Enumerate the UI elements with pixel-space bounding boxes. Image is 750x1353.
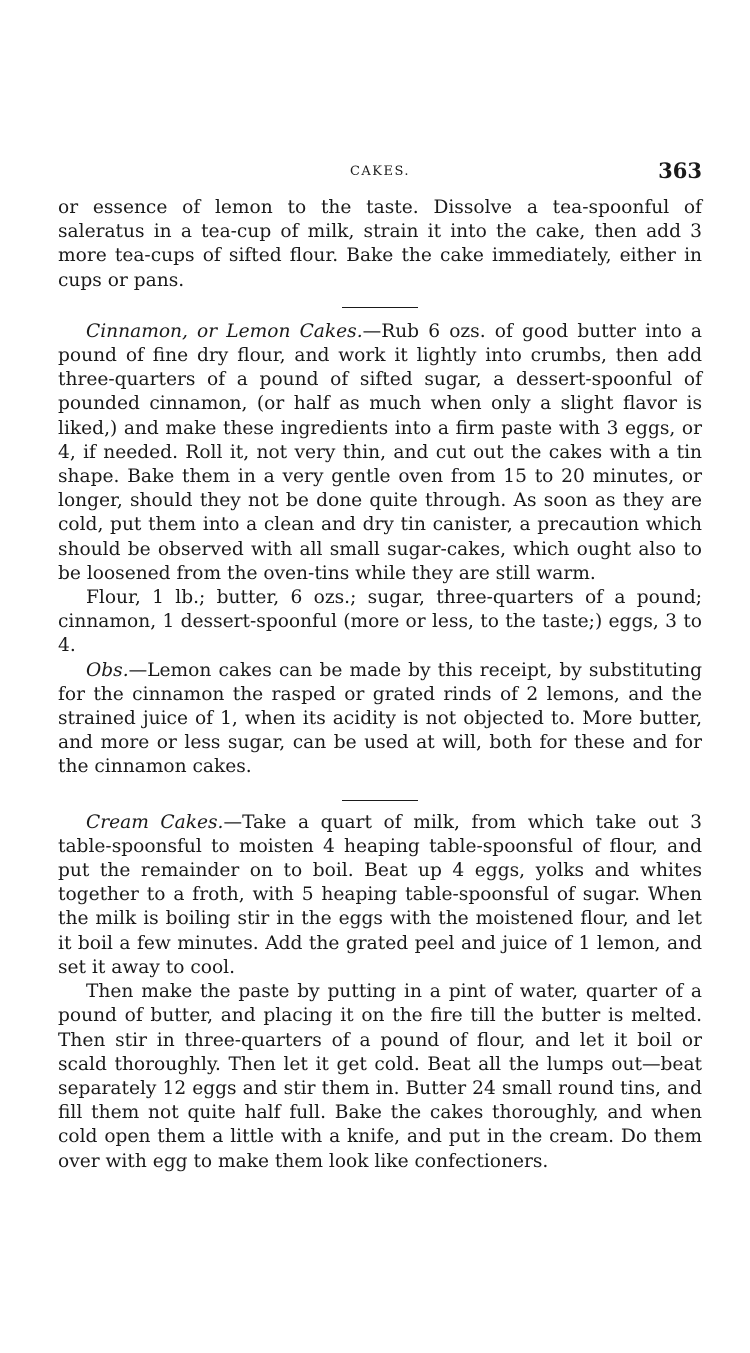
recipe-cream-cakes [58, 811, 702, 980]
recipe-text: —Rub 6 ozs. of good butter into a pound of fine dry flour, and work it lightly into crumbs, then add three-quarters of a pound of sifted sugar, a dessert-spoonful of pounded cinnamon, (or half as much when only a slight flavor is liked,) and make these ingredients into a firm paste with 3 eggs, or 4, if needed. Roll it, not very thin, and cut out the cakes with a tin shape. Bake them in a very gentle oven from 15 to 20 minutes, or longer, should they not be done quite through. As soon as they are cold, put them into a clean and dry tin canister, a precaution which should be observed with all small sugar-cakes, which ought also to be loosened from the oven-tins while they are still warm. [58, 320, 702, 584]
section-divider [342, 800, 418, 801]
paragraph-continued: or essence of lemon to the taste. Dissolve a tea-spoonful of saleratus in a tea-cup of milk, strain it into the cake, then add 3 more tea-cups of sifted flour. Bake the cake immediately, either in cups or pans. [58, 197, 702, 291]
recipe-title: Cinnamon, or Lemon Cakes. [86, 320, 363, 342]
section-divider [342, 307, 418, 308]
recipe-title: Cream Cakes. [86, 811, 224, 833]
recipe-paste-instructions: Then make the paste by putting in a pint of water, quarter of a pound of butter, and placing it on the fire till the butter is melted. Then stir in three-quarters of a pound of flour, and let it boil or scald thoroughly. Then let it get cold. Beat all the lumps out—beat separately 12 eggs and stir them in. Butter 24 small round tins, and fill them not quite half full. Bake the cakes thoroughly, and when cold open them a little with a knife, and put in the cream. Do them over with egg to make them look like confectioners. [58, 981, 702, 1172]
observation-note [58, 659, 702, 780]
obs-label: Obs. [86, 659, 129, 681]
page-header [58, 158, 702, 188]
page-body [58, 196, 702, 1174]
obs-text: —Lemon cakes can be made by this receipt, by substituting for the cinnamon the rasped or grated rinds of 2 lemons, and the strained juice of 1, when its acidity is not objected to. More butter, and more or less sugar, can be used at will, both for these and for the cinnamon cakes. [58, 659, 702, 778]
recipe-text: —Take a quart of milk, from which take out 3 table-spoonsful to moisten 4 heaping table-spoonsful of flour, and put the remainder on to boil. Beat up 4 eggs, yolks and whites together to a froth, with 5 heaping table-spoonsful of sugar. When the milk is boiling stir in the eggs with the moistened flour, and let it boil a few minutes. Add the grated peel and juice of 1 lemon, and set it away to cool. [58, 811, 702, 978]
page-number: 363 [658, 158, 702, 183]
recipe-quantities: Flour, 1 lb.; butter, 6 ozs.; sugar, three-quarters of a pound; cinnamon, 1 dessert-spoonful (more or less, to the taste;) eggs, 3 to 4. [58, 587, 702, 657]
running-title: CAKES. [349, 164, 411, 179]
recipe-cinnamon-cakes [58, 320, 702, 586]
